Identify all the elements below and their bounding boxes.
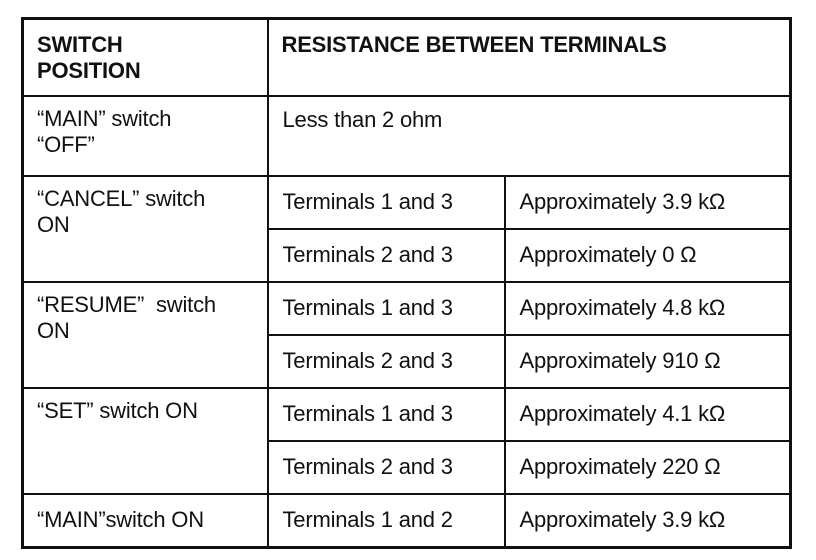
resistance-value-cell: Approximately 4.8 kΩ: [505, 282, 791, 335]
table-row: [23, 176, 791, 229]
switch-position-cell: [23, 282, 268, 388]
table-row: [23, 388, 791, 441]
terminals-cell: Terminals 1 and 3: [268, 282, 505, 335]
terminals-cell: Terminals 2 and 3: [268, 441, 505, 494]
switch-position-line2: ON: [37, 211, 70, 237]
switch-position-cell: [23, 176, 268, 282]
table-row: [23, 96, 791, 176]
switch-position-line1: “RESUME” switch: [37, 291, 216, 317]
table-row: [23, 494, 791, 548]
resistance-value-cell: Approximately 3.9 kΩ: [505, 494, 791, 548]
switch-position-header: [23, 19, 268, 96]
switch-position-cell: [23, 494, 268, 548]
switch-position-line1: “CANCEL” switch: [37, 185, 206, 211]
resistance-value-cell: Approximately 910 Ω: [505, 335, 791, 388]
switch-position-line2: “OFF”: [37, 131, 95, 157]
resistance-value-cell: Approximately 0 Ω: [505, 229, 791, 282]
terminals-cell: Terminals 2 and 3: [268, 335, 505, 388]
switch-position-line1: “SET” switch ON: [37, 397, 198, 423]
table-row: [23, 282, 791, 335]
switch-position-line1: “MAIN”switch ON: [37, 506, 204, 532]
switch-position-cell: [23, 96, 268, 176]
resistance-header: RESISTANCE BETWEEN TERMINALS: [268, 19, 791, 96]
resistance-value-cell: Less than 2 ohm: [268, 96, 791, 176]
switch-position-line2: ON: [37, 317, 70, 343]
terminals-cell: Terminals 1 and 2: [268, 494, 505, 548]
table-header-row: [23, 19, 791, 96]
resistance-value-cell: Approximately 4.1 kΩ: [505, 388, 791, 441]
resistance-value-cell: Approximately 220 Ω: [505, 441, 791, 494]
terminals-cell: Terminals 1 and 3: [268, 388, 505, 441]
terminals-cell: Terminals 1 and 3: [268, 176, 505, 229]
switch-resistance-table: [21, 17, 792, 549]
switch-position-header-line2: POSITION: [37, 58, 141, 83]
terminals-cell: Terminals 2 and 3: [268, 229, 505, 282]
switch-position-line1: “MAIN” switch: [37, 105, 172, 131]
switch-position-header-line1: SWITCH: [37, 32, 123, 57]
switch-position-cell: [23, 388, 268, 494]
resistance-value-cell: Approximately 3.9 kΩ: [505, 176, 791, 229]
